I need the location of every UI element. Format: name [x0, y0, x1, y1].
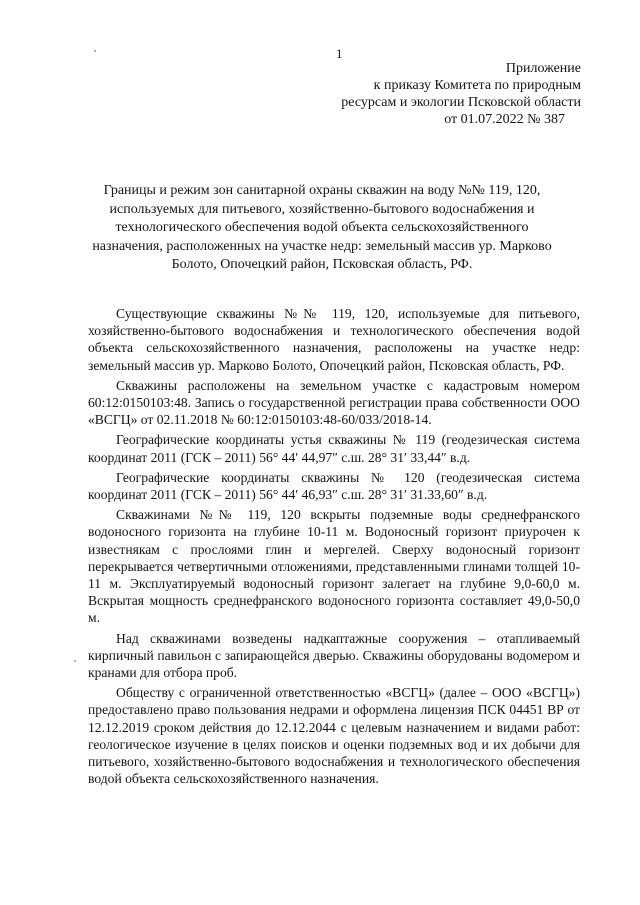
scan-speck [94, 50, 96, 52]
paragraph: Существующие скважины №№ 119, 120, используемые для питьевого, хозяйственно-бытового водоснабжения и технологического обеспечения водой объекта сельскохозяйственного назначения, расположены на участке недр: земельный массив ур. Марково Болото, Опочецкий район, Псковская область, РФ. [88, 306, 580, 373]
document-title: Границы и режим зон санитарной охраны скважин на воду №№ 119, 120, используемых для питьевого, хозяйственно-бытового водоснабжения и технологического обеспечения водой объекта сельскохозяйственного назначения, расположенных на участке недр: земельный массив ур. Марково Болото, Опочецкий район, Псковская область, РФ. [92, 183, 552, 273]
paragraph: Над скважинами возведены надкаптажные сооружения – отапливаемый кирпичный павильон с запирающейся дверью. Скважины оборудованы водомером и кранами для отбора проб. [88, 630, 580, 681]
paragraph: Обществу с ограниченной ответственностью «ВСГЦ» (далее – ООО «ВСГЦ») предоставлено право пользования недрами и оформлена лицензия ПСК 04451 ВР от 12.12.2019 сроком действия до 12.12.2044 с целевым назначением и видами работ: геологическое изучение в целях поисков и оценки подземных вод и их добычи для питьевого, хозяйственно-бытового водоснабжения и технологического обеспечения водой объекта сельскохозяйственного назначения. [88, 685, 580, 787]
appendix-header [251, 60, 581, 128]
scan-speck [74, 660, 76, 662]
appendix-line: к приказу Комитета по природным [373, 78, 581, 93]
document-body [88, 305, 580, 790]
paragraph: Скважинами №№ 119, 120 вскрыты подземные воды среднефранского водоносного горизонта на глубине 10-11 м. Водоносный горизонт приурочен к известнякам с прослоями глин и мергелей. Сверху водоносный горизонт перекрывается четвертичными отложениями, представленными глинами толщей 10-11 м. Эксплуатируемый водоносный горизонт залегает на глубине 9,0-60,0 м. Вскрытая мощность среднефранского водоносного горизонта составляет 49,0-50,0 м. [88, 507, 580, 626]
paragraph: Скважины расположены на земельном участке с кадастровым номером 60:12:0150103:48. Запись о государственной регистрации права собственности ООО «ВСГЦ» от 02.11.2018 № 60:12:0150103:48-60/033/2018-14. [88, 377, 580, 428]
appendix-date-number: от 01.07.2022 № 387 [444, 112, 565, 127]
appendix-line: Приложение [505, 61, 581, 76]
appendix-line: ресурсам и экологии Псковской области [341, 95, 581, 110]
page-number: 1 [336, 46, 343, 61]
paragraph: Географические координаты устья скважины № 119 (геодезическая система координат 2011 (ГСК – 2011) 56° 44′ 44,97″ с.ш. 28° 31′ 33,44″ в.д. [88, 432, 580, 465]
paragraph: Географические координаты скважины № 120 (геодезическая система координат 2011 (ГСК – 2011) 56° 44′ 46,93″ с.ш. 28° 31′ 31.33,60″ в.д. [88, 469, 580, 503]
